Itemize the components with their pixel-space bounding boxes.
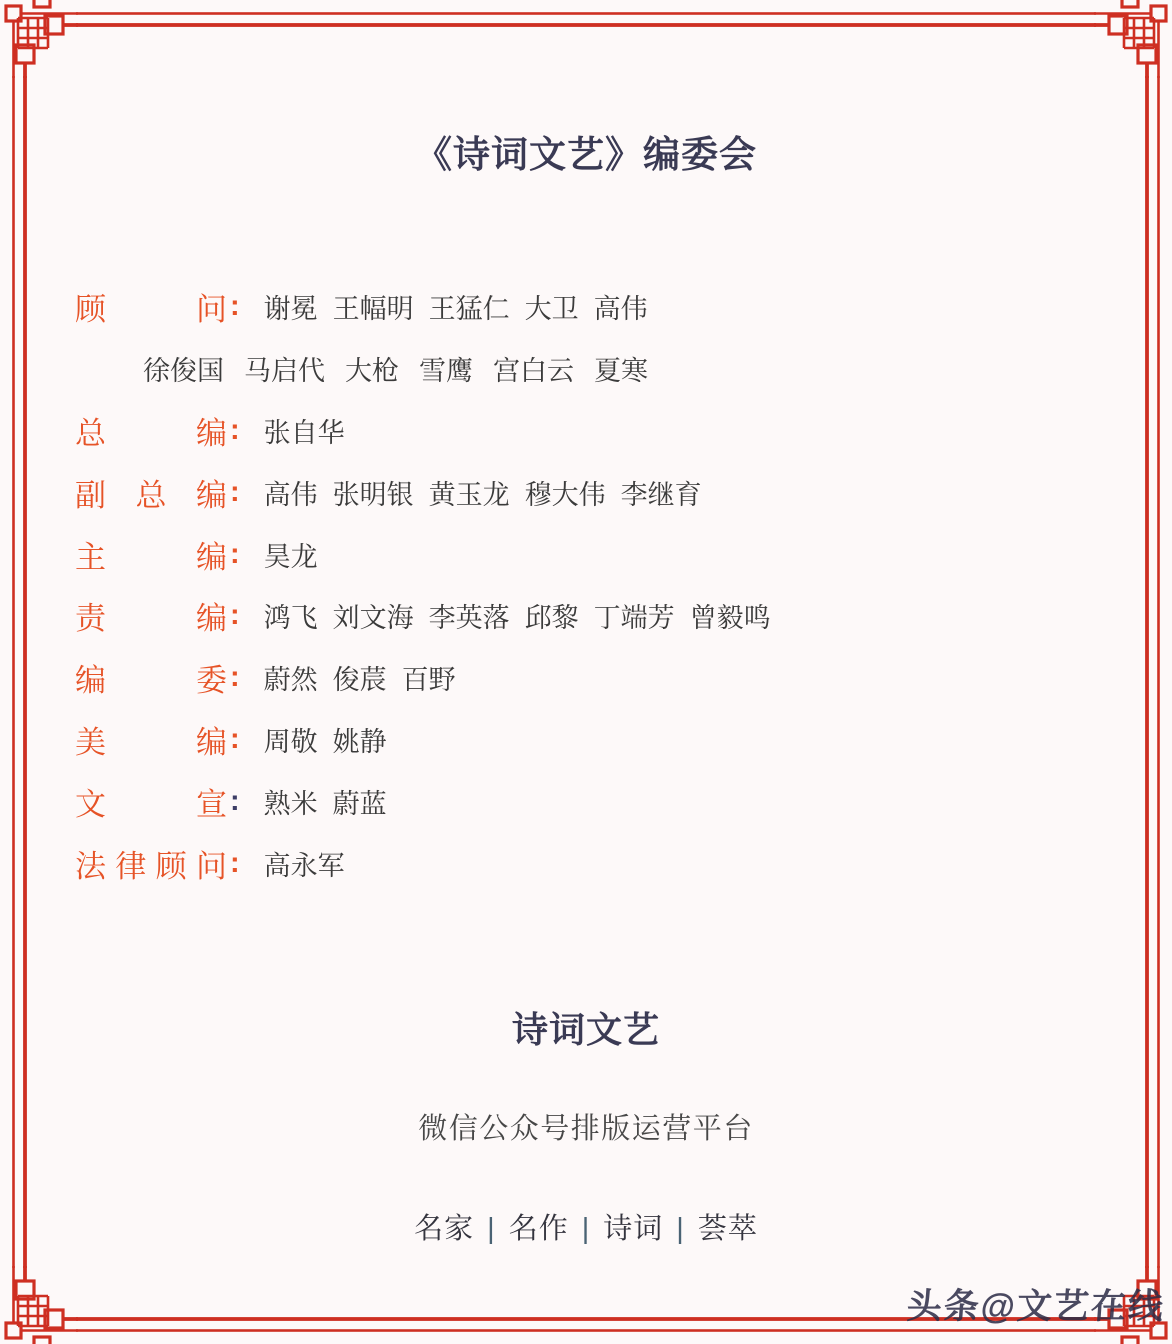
member-name: 刘文海 [332,603,414,634]
role-label: 总编 [75,415,227,451]
board-row [75,400,1132,462]
names-list [264,782,387,821]
board-row [75,585,1132,647]
board-row [75,770,1132,832]
member-name: 高伟 [593,294,648,325]
names-list [264,658,456,697]
member-name: 昊龙 [263,541,318,572]
member-name: 穆大伟 [524,479,606,510]
member-name: 张明银 [332,479,414,510]
member-name: 马启代 [244,356,325,387]
role-label: 美编 [75,724,227,760]
member-name: 徐俊国 [143,356,224,387]
role-colon: : [230,413,240,446]
member-name: 宫白云 [493,356,574,387]
role-label: 责编 [75,601,227,637]
tagline-item: 诗词 [603,1213,664,1245]
tagline-separator: | [487,1213,496,1245]
member-name: 熟米 [263,788,318,819]
names-list [143,349,648,388]
role-label: 副总编 [75,477,227,513]
member-name: 姚静 [332,726,387,757]
member-name: 王猛仁 [428,294,510,325]
role-label: 法律顾问 [75,848,227,884]
member-name: 丁端芳 [593,603,675,634]
member-name: 高伟 [263,479,318,510]
member-name: 周敬 [263,726,318,757]
member-name: 俊莀 [332,665,387,696]
member-name: 张自华 [263,417,345,448]
board-row [75,461,1132,523]
board-row-continuation [75,338,1132,400]
member-name: 黄玉龙 [428,479,510,510]
board-row [75,832,1132,894]
member-name: 雪鹰 [419,356,473,387]
member-name: 百野 [401,665,456,696]
tagline-separator: | [581,1213,591,1245]
board-row [75,276,1132,338]
member-name: 谢冕 [263,294,318,325]
names-list [264,535,318,574]
member-name: 李继育 [620,479,702,510]
names-list [264,287,648,326]
names-list [264,720,387,759]
footer-subtitle: 微信公众号排版运营平台 [418,1113,754,1145]
member-name: 鸿飞 [263,603,318,634]
toutiao-watermark: 头条@文艺在线 [905,1287,1167,1326]
role-label: 文宣 [75,786,227,822]
role-colon: : [230,846,240,879]
footer-tagline [0,1206,1172,1247]
role-colon: : [230,290,240,323]
names-list [264,473,702,512]
role-label: 编委 [75,663,227,699]
member-name: 蔚蓝 [332,788,387,819]
page-title: 《诗词文艺》编委会 [415,134,757,175]
tagline-item: 荟萃 [697,1213,758,1245]
role-colon: : [230,722,240,755]
member-name: 大枪 [345,356,399,387]
board-row [75,523,1132,585]
member-name: 高永军 [263,850,345,881]
role-colon: : [230,537,240,570]
member-name: 邱黎 [524,603,579,634]
member-name: 王幅明 [332,294,414,325]
role-colon: : [230,661,240,694]
tagline-item: 名家 [414,1213,475,1245]
role-label: 顾问 [75,292,227,328]
member-name: 曾毅鸣 [689,603,771,634]
editorial-board-list [75,276,1132,894]
role-colon: : [230,599,240,632]
role-colon: : [230,475,240,508]
tagline-separator: | [676,1213,685,1245]
member-name: 大卫 [524,294,579,325]
member-name: 夏寒 [594,356,648,387]
names-list [264,411,345,450]
member-name: 李英落 [428,603,510,634]
role-label: 主编 [75,539,227,575]
names-list [264,844,345,883]
board-row [75,647,1132,709]
board-row [75,709,1132,771]
member-name: 蔚然 [263,665,318,696]
footer-brand: 诗词文艺 [511,1009,660,1050]
names-list [264,596,771,635]
role-colon: : [230,784,240,817]
tagline-item: 名作 [508,1213,569,1245]
